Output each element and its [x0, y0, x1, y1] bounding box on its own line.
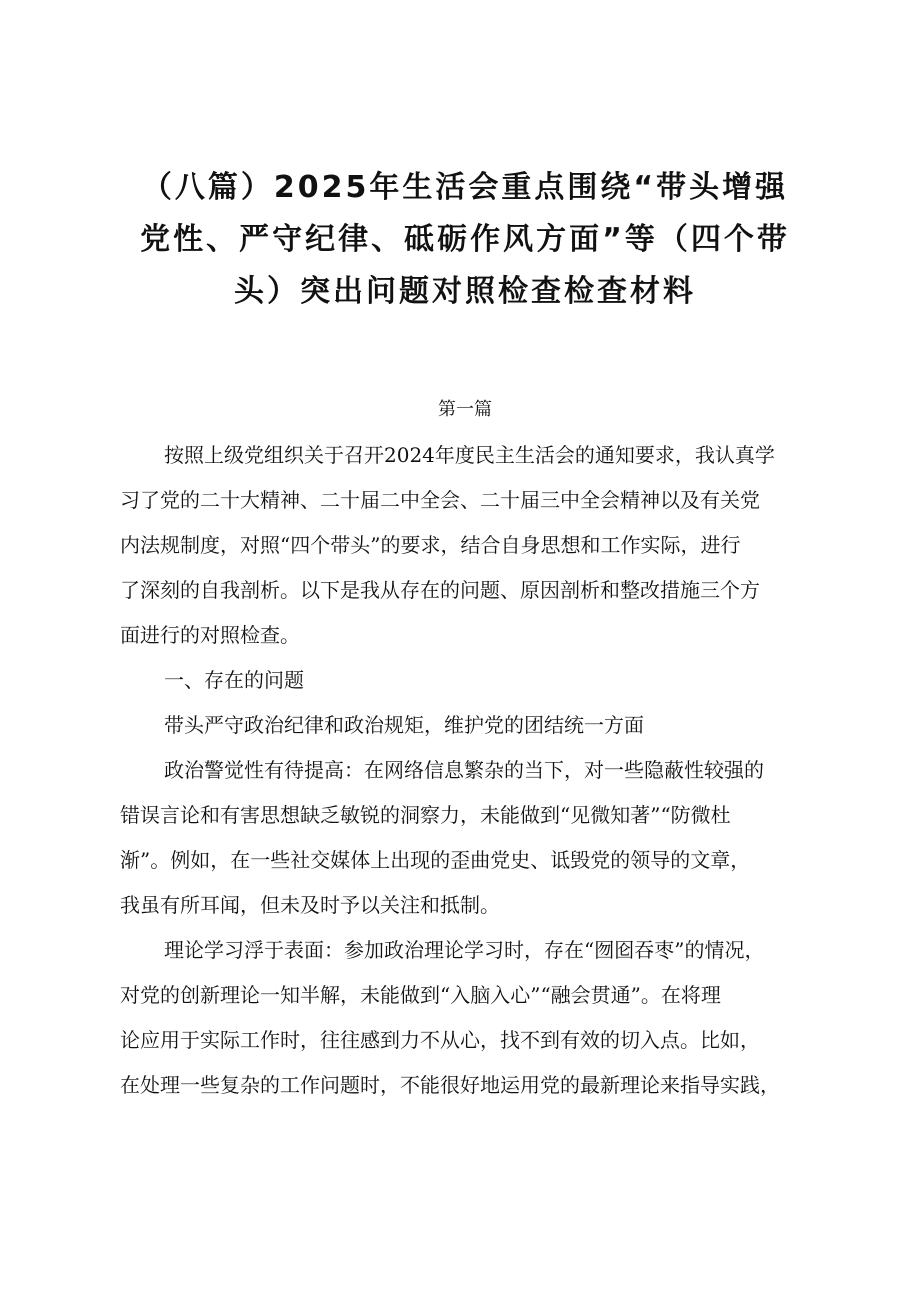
paragraph-line: 了深刻的自我剖析。以下是我从存在的问题、原因剖析和整改措施三个方 — [120, 578, 760, 602]
paragraph-line: 内法规制度，对照“四个带头”的要求，结合自身思想和工作实际，进行 — [120, 533, 741, 557]
paragraph-line: 政治警觉性有待提高：在网络信息繁杂的当下，对一些隐蔽性较强的 — [164, 758, 764, 782]
section-heading: 一、存在的问题 — [164, 668, 304, 692]
paragraph-line: 对党的创新理论一知半解，未能做到“入脑入心”“融会贯通”。在将理 — [120, 983, 721, 1007]
title-line: （八篇）2025年生活会重点围绕“带头增强 — [141, 170, 789, 205]
paragraph-political-alertness — [120, 748, 810, 928]
document-title — [120, 162, 810, 318]
paragraph-theory-study — [120, 928, 810, 1108]
paragraph-line: 按照上级党组织关于召开2024年度民主生活会的通知要求，我认真学 — [164, 443, 775, 467]
paragraph-line: 习了党的二十大精神、二十届二中全会、二十届三中全会精神以及有关党 — [120, 488, 760, 512]
title-line: 党性、严守纪律、砥砺作风方面”等（四个带 — [140, 222, 790, 257]
subheading: 带头严守政治纪律和政治规矩，维护党的团结统一方面 — [164, 713, 644, 737]
paragraph-line: 渐”。例如，在一些社交媒体上出现的歪曲党史、诋毁党的领导的文章， — [120, 848, 751, 872]
part-heading: 第一篇 — [438, 399, 492, 420]
paragraph-line: 理论学习浮于表面：参加政治理论学习时，存在“囫囵吞枣”的情况， — [164, 938, 765, 962]
intro-paragraph — [120, 433, 810, 658]
paragraph-line: 面进行的对照检查。 — [120, 623, 300, 647]
paragraph-line: 在处理一些复杂的工作问题时，不能很好地运用党的最新理论来指导实践， — [120, 1073, 780, 1097]
title-line: 头）突出问题对照检查检查材料 — [234, 274, 696, 309]
paragraph-line: 论应用于实际工作时，往往感到力不从心，找不到有效的切入点。比如， — [120, 1028, 760, 1052]
paragraph-line: 我虽有所耳闻，但未及时予以关注和抵制。 — [120, 893, 500, 917]
paragraph-line: 错误言论和有害思想缺乏敏锐的洞察力，未能做到“见微知著”“防微杜 — [120, 803, 731, 827]
